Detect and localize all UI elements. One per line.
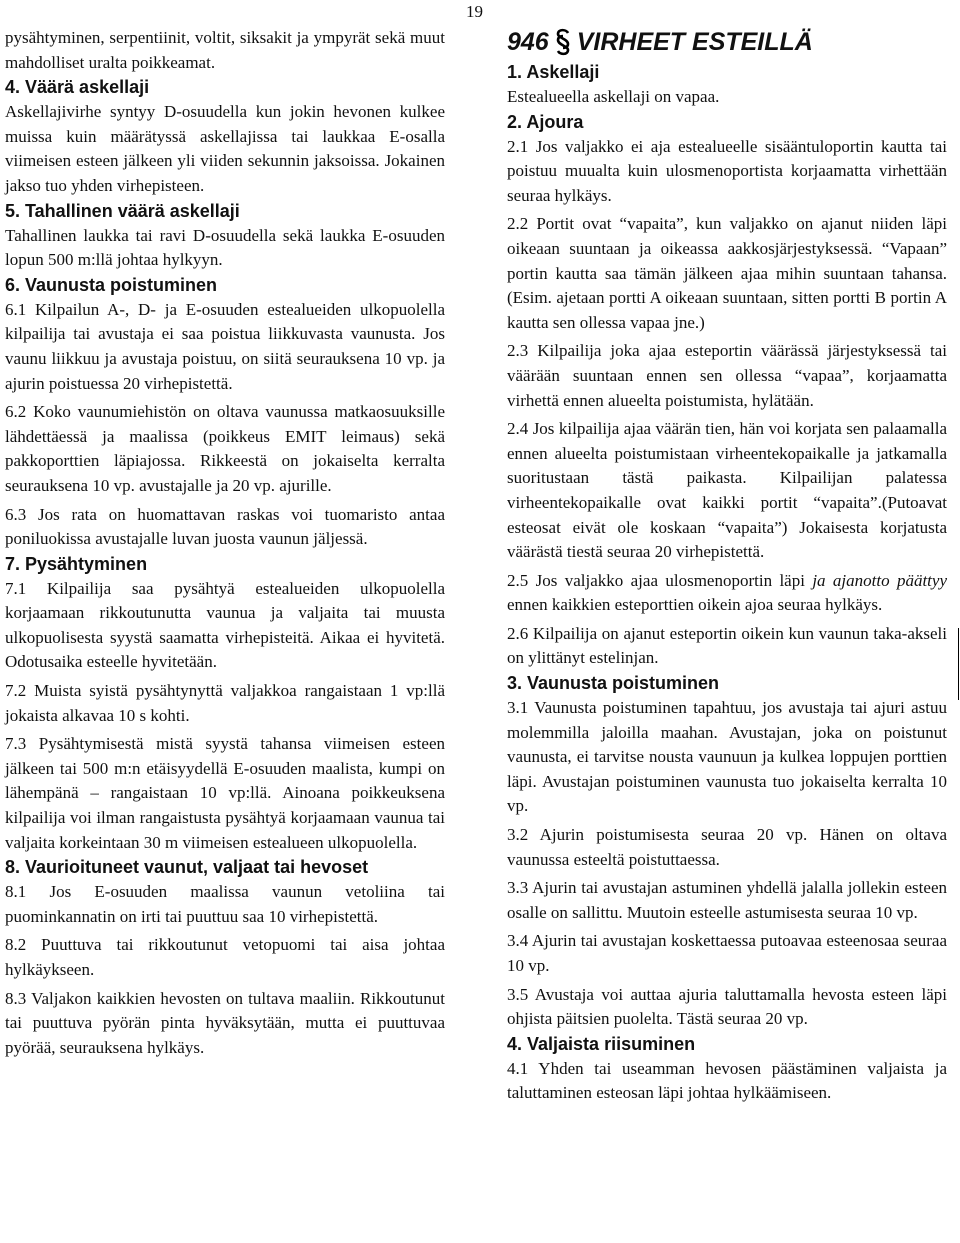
heading-5-intentional-wrong-gait: 5. Tahallinen väärä askellaji <box>5 200 240 221</box>
paragraph-1: Estealueella askellaji on vapaa. <box>507 87 720 106</box>
right-column <box>507 26 947 1106</box>
section-sign-icon <box>553 28 573 56</box>
heading-8-damaged-equipment: 8. Vaurioituneet vaunut, valjaat tai hevoset <box>5 857 369 878</box>
section-title-text: VIRHEET ESTEILLÄ <box>576 28 813 56</box>
paragraph-7-1: 7.1 Kilpailija saa pysähtyä estealueiden ulkopuolella korjaamaan rikkoutunutta vaunua ja valjaita tai muusta ulkopuolisesta syystä saamatta virhepisteitä. Aikaa ei hyvitetä. Odotusaika esteelle hyvitetään. <box>5 578 445 672</box>
heading-4-wrong-gait: 4. Väärä askellaji <box>5 77 150 98</box>
paragraph-8-3: 8.3 Valjakon kaikkien hevosten on tultava maaliin. Rikkoutunut tai puuttuva pyörän pinta hyväksytään, mutta ei puuttuvaa pyörää, seurauksena hylkäys. <box>5 988 445 1057</box>
heading-1-gait: 1. Askellaji <box>507 62 600 82</box>
paragraph-2-2: 2.2 Portit ovat “vapaita”, kun valjakko on ajanut niiden läpi oikeaan suuntaan ja oikeassa aakkosjärjestyksessä. “Vapaan” portin kautta saa tämän jälkeen ajaa mihin suuntaan tahansa. (Esim. ajetaan portti A oikeaan suuntaan, sitten portti B portin A kautta sen ollessa vapaa jne.) <box>507 214 947 332</box>
paragraph-7-3: 7.3 Pysähtymisestä mistä syystä tahansa viimeisen esteen jälkeen tai 500 m:n etäisyydellä E-osuuden maalista, kumpi on lähempänä – rangaistaan 10 vp:llä. Ainoana poikkeuksena kilpailija voi ilman rangaistusta pysähtyä korjaamaan vaunua tai valjaita korkeintaan 30 m viimeisen estealueen ulkopuolella. <box>5 734 445 852</box>
page-number: 19 <box>466 2 483 21</box>
paragraph-6-1: 6.1 Kilpailun A-, D- ja E-osuuden estealueiden ulkopuolella kilpailija tai avustaja ei saa poistua liikkuvasta vaunusta. Jos vaunu liikkuu ja avustaja poistuu, on siitä seurauksena 10 vp. ja ajurin poistuessa 20 virhepistettä. <box>5 299 445 393</box>
paragraph-2-3: 2.3 Kilpailija joka ajaa esteportin väärässä järjestyksessä tai väärään suuntaan ennen sen ollessa “vapaa”, korjaamatta virhettä ennen alueelta poistumista, hylätään. <box>507 341 947 410</box>
paragraph-3-1: 3.1 Vaunusta poistuminen tapahtuu, jos avustaja tai ajuri astuu molemmilla jaloilla maahan. Avustajan, joka on poistunut vaunusta, ei tarvitse nousta vaunuun ja kulkea loppujen porttien läpi. Avustajan poistuminen vaunusta tuo jokaiselta kerralta 10 vp. <box>507 698 947 816</box>
heading-2-driving-line: 2. Ajoura <box>507 111 584 132</box>
paragraph-3-5: 3.5 Avustaja voi auttaa ajuria taluttamalla hevosta esteen läpi ohjista päitsien puolelta. Tästä seuraa 20 vp. <box>507 984 947 1029</box>
section-number: 946 <box>507 28 549 56</box>
heading-7-stopping: 7. Pysähtyminen <box>5 553 148 574</box>
left-column <box>5 26 445 1060</box>
paragraph-4: Askellajivirhe syntyy D-osuudella kun jokin hevonen kulkee muissa kuin määrätyssä askellajissa tai laukkaa E-osalla viimeisen esteen jälkeen yli viiden sekunnin jaksoissa. Jokainen jakso tuo yhden virhepisteen. <box>5 102 445 195</box>
intro-paragraph: pysähtyminen, serpentiinit, voltit, siksakit ja ympyrät sekä muut mahdolliset uralta poikkeamat. <box>5 28 445 72</box>
paragraph-2-5-italic: ja ajanotto päättyy <box>812 570 947 590</box>
paragraph-2-5 <box>507 569 947 618</box>
paragraph-3-4: 3.4 Ajurin tai avustajan koskettaessa putoavaa esteenosaa seuraa 10 vp. <box>507 931 947 975</box>
heading-4-unharnessing: 4. Valjaista riisuminen <box>507 1033 696 1054</box>
heading-6-leaving-carriage: 6. Vaunusta poistuminen <box>5 274 218 295</box>
paragraph-5: Tahallinen laukka tai ravi D-osuudella sekä laukka E-osuuden lopun 500 m:llä johtaa hylkyyn. <box>5 225 445 270</box>
paragraph-6-3: 6.3 Jos rata on huomattavan raskas voi tuomaristo antaa poniluokissa avustajalle luvan juosta vaunun jäljessä. <box>5 504 445 549</box>
paragraph-7-2: 7.2 Muista syistä pysähtynyttä valjakkoa rangaistaan 1 vp:llä jokaista alkavaa 10 s kohti. <box>5 681 445 725</box>
paragraph-6-2: 6.2 Koko vaunumiehistön on oltava vaunussa matkaosuuksille lähdettäessä ja maalissa (poikkeus EMIT leimaus) sekä pakkoporttien läpiajossa. Rikkeestä on jokaiselta kerralta seurauksena 10 vp. avustajalle ja 20 vp. ajurille. <box>5 402 445 495</box>
section-title <box>507 26 947 58</box>
change-bar <box>958 628 959 700</box>
paragraph-3-3: 3.3 Ajurin tai avustajan astuminen yhdellä jalalla jollekin esteen osalle on sallittu. Muutoin esteelle astumisesta seuraa 10 vp. <box>507 878 947 922</box>
heading-3-leaving-carriage: 3. Vaunusta poistuminen <box>507 673 720 694</box>
paragraph-2-6: 2.6 Kilpailija on ajanut esteportin oikein kun vaunun taka-akseli on ylittänyt estelinjan. <box>507 623 947 668</box>
paragraph-2-1: 2.1 Jos valjakko ei aja estealueelle sisääntuloportin kautta tai poistuu muualta kuin ulosmenoportista korjaamatta virhettään seuraa hylkäys. <box>507 136 947 205</box>
paragraph-2-5-end: ennen kaikkien esteporttien oikein ajoa seuraa hylkäys. <box>507 595 883 615</box>
paragraph-2-4: 2.4 Jos kilpailija ajaa väärän tien, hän voi korjata sen palaamalla ennen alueelta poistumistaan virheentekopaikalle ja jatkamalla suoritustaan tästä paikasta. Kilpailijan palatessa virheentekopaikalle ovat kaikki portit “vapaita”.(Putoavat esteosat eivät ole koskaan “vapaita”) Jokaisesta korjatusta väärästä tiestä seuraa 20 virhepistettä. <box>507 419 947 562</box>
paragraph-2-5-start: 2.5 Jos valjakko ajaa ulosmenoportin läpi <box>507 570 813 590</box>
paragraph-8-2: 8.2 Puuttuva tai rikkoutunut vetopuomi tai aisa johtaa hylkäykseen. <box>5 935 445 979</box>
paragraph-4-1: 4.1 Yhden tai useamman hevosen päästäminen valjaista ja taluttaminen esteosan läpi johtaa hylkäämiseen. <box>507 1058 947 1103</box>
paragraph-8-1: 8.1 Jos E-osuuden maalissa vaunun vetoliina tai puominkannatin on irti tai puuttuu saa 10 virhepistettä. <box>5 882 445 926</box>
paragraph-3-2: 3.2 Ajurin poistumisesta seuraa 20 vp. Hänen on oltava vaunussa esteeltä poistuttaessa. <box>507 825 947 869</box>
